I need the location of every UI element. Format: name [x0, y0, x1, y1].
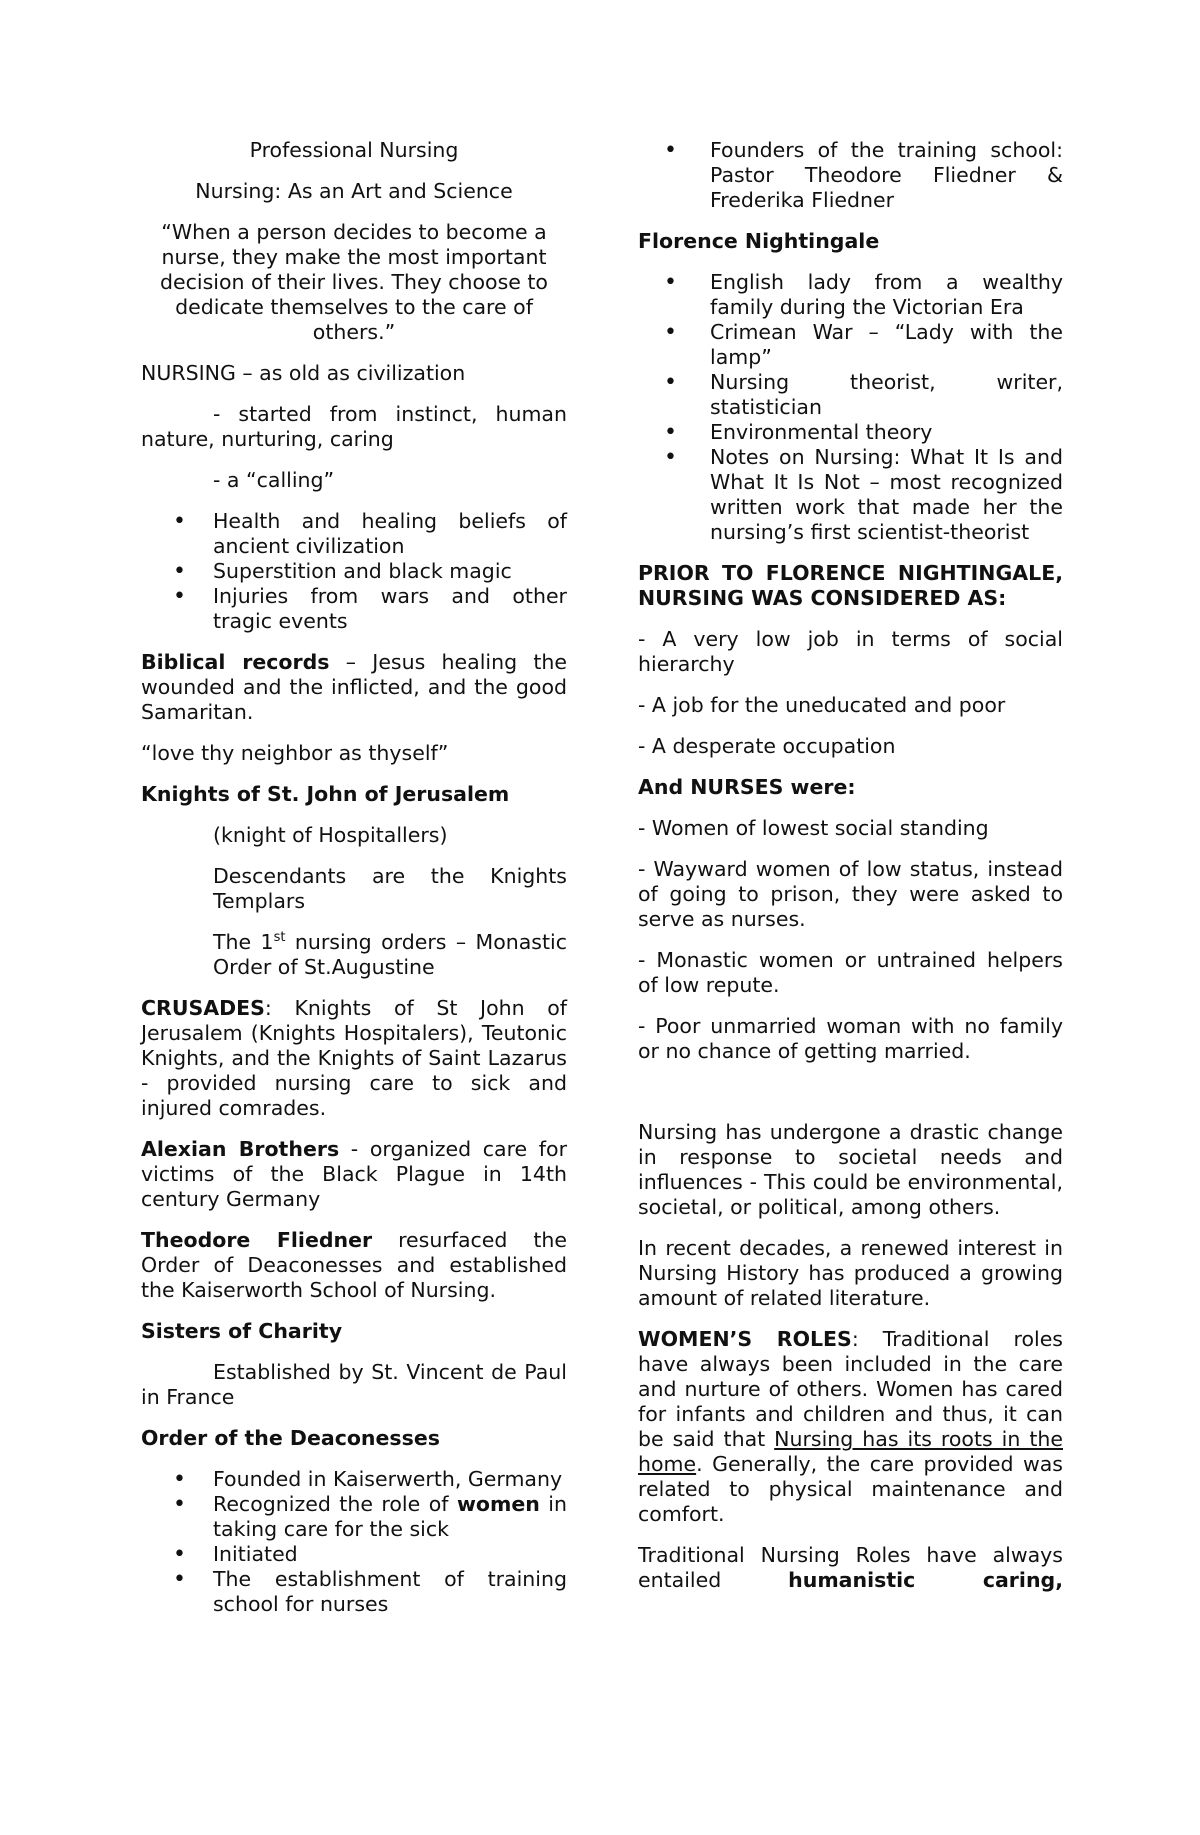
order-heading: Order of the Deaconesses: [141, 1426, 440, 1450]
list-item: • Injuries from wars and other tragic events: [141, 584, 567, 634]
crusades-heading: CRUSADES: [141, 996, 265, 1020]
alexian-paragraph: Alexian Brothers - organized care for victims of the Black Plague in 14th century Germany: [141, 1137, 567, 1211]
recent-paragraph: In recent decades, a renewed interest in Nursing History has produced a growing amount of related literature.: [638, 1236, 1063, 1310]
nurses-item-4: - Poor unmarried woman with no family or no chance of getting married.: [638, 1014, 1063, 1063]
nurses-item-3: - Monastic women or untrained helpers of low repute.: [638, 948, 1063, 997]
right-column: [638, 138, 1063, 1609]
biblical-heading: Biblical records: [141, 650, 330, 674]
women-paragraph: WOMEN’S ROLES: Traditional roles have always been included in the care and nurture of others. Women has cared for infants and children and thus, it can be said that Nursing has its roots in the home. Generally, the care provided was related to physical maintenance and comfort.: [638, 1327, 1063, 1526]
nurses-heading: And NURSES were:: [638, 775, 856, 799]
list-item: • Recognized the role of women in taking care for the sick: [141, 1492, 567, 1542]
sisters-text: Established by St. Vincent de Paul in France: [141, 1360, 567, 1409]
list-item: • Crimean War – “Lady with the lamp”: [638, 320, 1063, 370]
crusades-paragraph: CRUSADES: Knights of St John of Jerusalem (Knights Hospitalers), Teutonic Knights, and the Knights of Saint Lazarus - provided nursing care to sick and injured comrades.: [141, 996, 567, 1120]
spacer: [638, 1080, 1063, 1120]
nurses-item-1: - Women of lowest social standing: [638, 816, 989, 840]
list-item: • Founders of the training school: Pastor Theodore Fliedner & Frederika Fliedner: [638, 138, 1063, 213]
document-title: Professional Nursing: [249, 138, 459, 162]
list-item: • English lady from a wealthy family during the Victorian Era: [638, 270, 1063, 320]
nursing-calling: - a “calling”: [213, 468, 335, 492]
list-item: • Notes on Nursing: What It Is and What It Is Not – most recognized written work that made her the nursing’s first scientist-theorist: [638, 445, 1063, 545]
prior-heading: PRIOR TO FLORENCE NIGHTINGALE, NURSING WAS CONSIDERED AS:: [638, 561, 1063, 610]
women-heading: WOMEN’S ROLES: [638, 1327, 852, 1351]
prior-item-2: - A job for the uneducated and poor: [638, 693, 1006, 717]
prior-item-3: - A desperate occupation: [638, 734, 896, 758]
document-subtitle: Nursing: As an Art and Science: [195, 179, 513, 203]
nursing-paragraph: NURSING – as old as civilization: [141, 361, 466, 385]
list-item: • Environmental theory: [638, 420, 1063, 445]
order-list: [141, 1467, 567, 1617]
theodore-paragraph: Theodore Fliedner resurfaced the Order of Deaconesses and established the Kaiserworth School of Nursing.: [141, 1228, 568, 1302]
traditional-paragraph: Traditional Nursing Roles have always entailed humanistic caring,: [638, 1543, 1063, 1592]
florence-list: [638, 270, 1063, 545]
knights-heading: Knights of St. John of Jerusalem: [141, 782, 510, 806]
list-item: • Founded in Kaiserwerth, Germany: [141, 1467, 567, 1492]
beliefs-list: [141, 509, 567, 634]
alexian-heading: Alexian Brothers: [141, 1137, 340, 1161]
list-item: • Health and healing beliefs of ancient civilization: [141, 509, 567, 559]
list-item: • The establishment of training school for nurses: [141, 1567, 567, 1617]
nursing-origin: - started from instinct, human nature, nurturing, caring: [141, 402, 567, 451]
list-item: • Initiated: [141, 1542, 567, 1567]
change-paragraph: Nursing has undergone a drastic change in response to societal needs and influences - This could be environmental, societal, or political, among others.: [638, 1120, 1063, 1219]
prior-item-1: - A very low job in terms of social hierarchy: [638, 627, 1063, 676]
florence-heading: Florence Nightingale: [638, 229, 880, 253]
left-column: [141, 138, 567, 1633]
knights-line-1: (knight of Hospitallers): [213, 823, 448, 847]
founders-list: [638, 138, 1063, 213]
list-item: • Nursing theorist, writer, statistician: [638, 370, 1063, 420]
nurses-item-2: - Wayward women of low status, instead of going to prison, they were asked to serve as nurses.: [638, 857, 1063, 931]
nursing-heading: NURSING: [141, 361, 236, 385]
knights-line-2: Descendants are the Knights Templars: [213, 864, 567, 913]
love-quote: “love thy neighbor as thyself”: [141, 741, 449, 765]
biblical-paragraph: Biblical records – Jesus healing the wounded and the inflicted, and the good Samaritan.: [141, 650, 567, 724]
knights-line-3: The 1st nursing orders – Monastic Order of St.Augustine: [213, 930, 567, 979]
sisters-heading: Sisters of Charity: [141, 1319, 343, 1343]
theodore-heading: Theodore Fliedner: [141, 1228, 373, 1252]
list-item: • Superstition and black magic: [141, 559, 567, 584]
opening-quote: “When a person decides to become a nurse, they make the most important decision of their lives. They choose to dedicate themselves to the care of others.”: [160, 220, 548, 344]
